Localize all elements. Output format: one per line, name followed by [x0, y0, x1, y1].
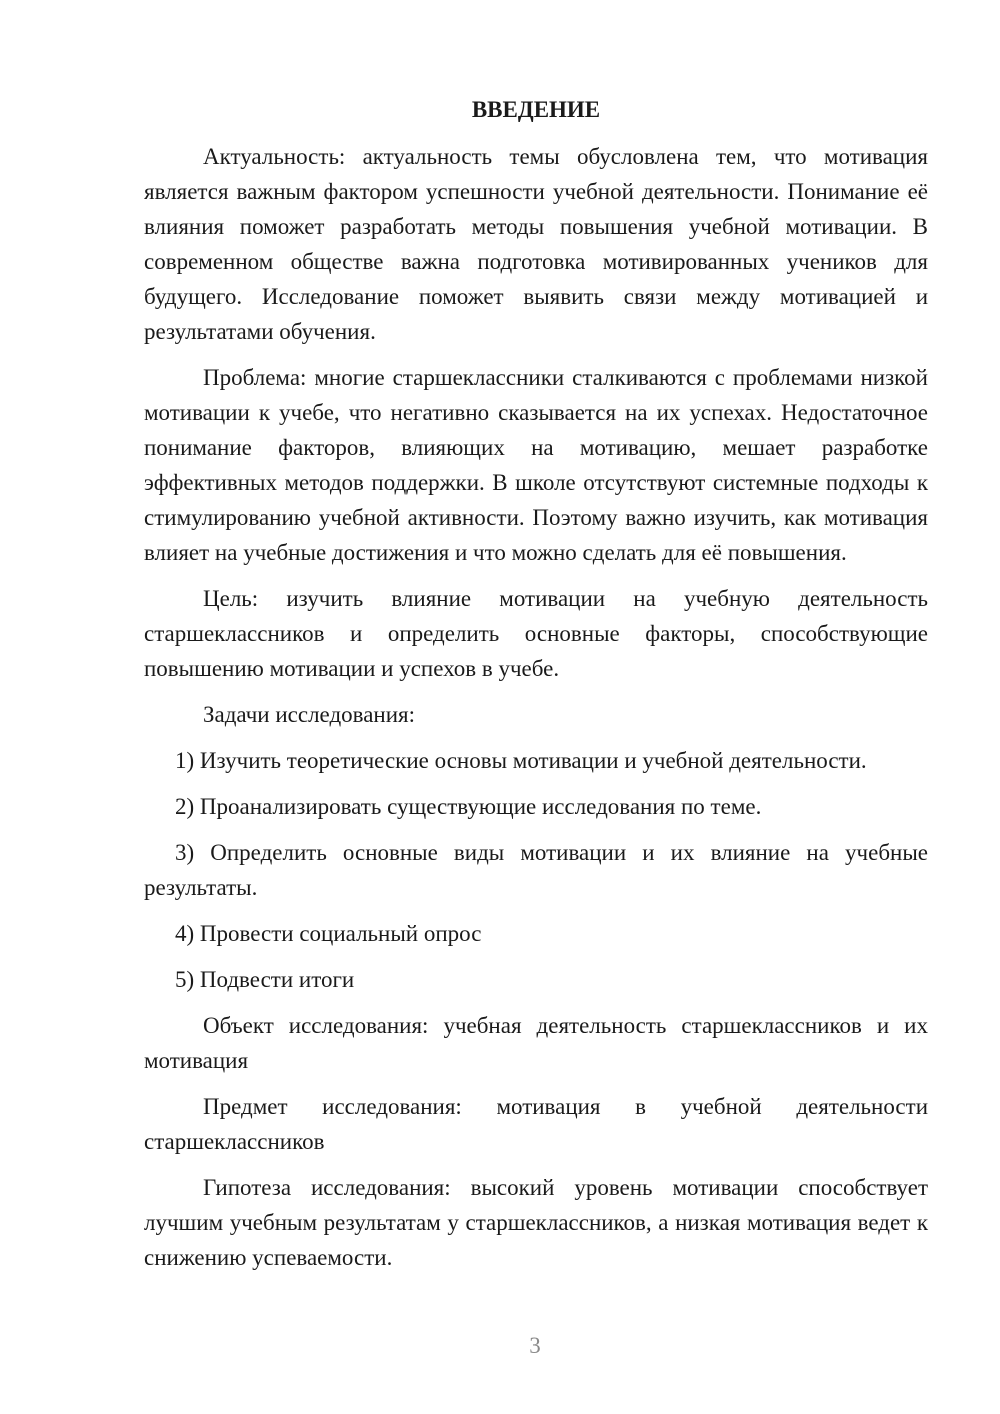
paragraph-object: Объект исследования: учебная деятельность старшеклассников и их мотивация	[144, 1013, 928, 1073]
page-content	[144, 92, 928, 1286]
paragraph-problem: Проблема: многие старшеклассники сталкиваются с проблемами низкой мотивации к учебе, что негативно сказывается на их успехах. Недостаточное понимание факторов, влияющих на мотивацию, мешает разработке эффективных методов поддержки. В школе отсутствуют системные подходы к стимулированию учебной активности. Поэтому важно изучить, как мотивация влияет на учебные достижения и что можно сделать для её повышения.	[144, 365, 928, 565]
page-number: 3	[529, 1333, 541, 1358]
paragraph-relevance: Актуальность: актуальность темы обусловлена тем, что мотивация является важным фактором успешности учебной деятельности. Понимание её влияния поможет разработать методы повышения учебной мотивации. В современном обществе важна подготовка мотивированных учеников для будущего. Исследование поможет выявить связи между мотивацией и результатами обучения.	[144, 144, 928, 344]
tasks-heading: Задачи исследования:	[203, 702, 416, 727]
tasks-list	[144, 743, 928, 997]
list-item: 5) Подвести итоги	[175, 967, 355, 992]
list-item: 1) Изучить теоретические основы мотивации и учебной деятельности.	[175, 748, 867, 773]
paragraph-subject: Предмет исследования: мотивация в учебной деятельности старшеклассников	[144, 1094, 928, 1154]
page-title: ВВЕДЕНИЕ	[471, 97, 601, 122]
list-item: 4) Провести социальный опрос	[175, 921, 482, 946]
list-item: 3) Определить основные виды мотивации и их влияние на учебные результаты.	[144, 840, 928, 900]
paragraph-hypothesis: Гипотеза исследования: высокий уровень мотивации способствует лучшим учебным результатам у старшеклассников, а низкая мотивация ведет к снижению успеваемости.	[144, 1175, 928, 1270]
paragraph-goal: Цель: изучить влияние мотивации на учебную деятельность старшеклассников и определить основные факторы, способствующие повышению мотивации и успехов в учебе.	[144, 586, 928, 681]
list-item: 2) Проанализировать существующие исследования по теме.	[175, 794, 762, 819]
